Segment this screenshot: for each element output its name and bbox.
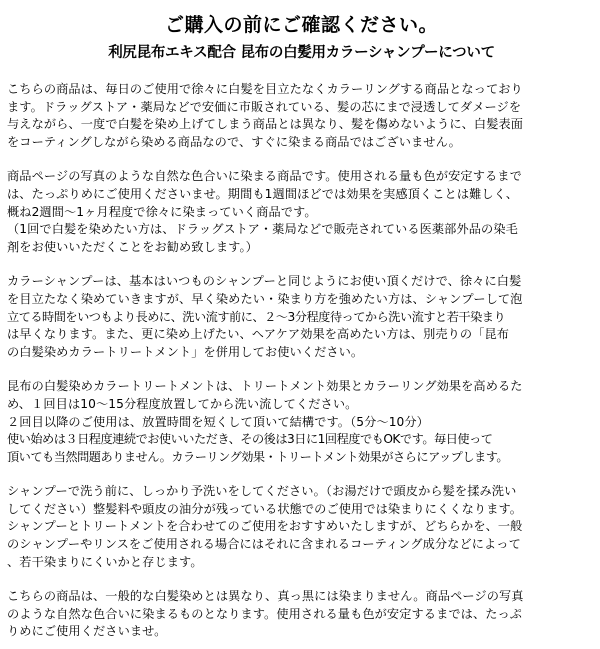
paragraph-line: ２回目以降のご使用は、放置時間を短くして頂いて結構です。（5分～10分） — [7, 414, 429, 429]
paragraph-line: は、たっぷりめにご使用くださいませ。期間も1週間ほどでは効果を実感頂くことは難しく、 — [7, 186, 519, 201]
paragraph-line: 、若干染まりにくいかと存じます。 — [7, 554, 203, 569]
paragraph-prewash — [7, 483, 596, 571]
paragraph-line: こちらの商品は、毎日のご使用で徐々に白髪を目立たなくカラーリングする商品となっており — [7, 82, 523, 96]
paragraph-line: カラーシャンプーは、基本はいつものシャンプーと同じようにお使い頂くだけで、徐々に白髪 — [7, 274, 522, 289]
paragraph-line: （1回で白髪を染めたい方は、ドラッグストア・薬局などで販売されている医薬部外品の染毛 — [7, 222, 518, 237]
paragraph-line: 昆布の白髪染めカラートリートメントは、トリートメント効果とカラーリング効果を高めるた — [7, 379, 523, 394]
paragraph-line: は早くなります。また、更に染め上げたい、ヘアケア効果を高めたい方は、別売りの「昆布 — [7, 327, 510, 342]
paragraph-treatment-usage — [7, 378, 596, 466]
paragraph-line: のような自然な色合いに染まるものとなります。使用される量も色が安定するまでは、たっぷ — [7, 606, 523, 621]
paragraph-line: 頂いても当然問題ありません。カラーリング効果・トリートメント効果がさらにアップします。 — [7, 449, 509, 464]
notice-body — [7, 81, 596, 641]
paragraph-line: りめにご使用くださいませ。 — [7, 624, 167, 639]
paragraph-line: 商品ページの写真のような自然な色合いに染まる商品です。使用される量も色が安定するまで — [7, 169, 522, 184]
paragraph-line: をコーティングしながら染める商品なので、すぐに染まる商品ではございません。 — [7, 134, 461, 149]
paragraph-line: してください）整髪料や頭皮の油分が残っている状態でのご使用では染まりにくくなります。 — [7, 501, 523, 516]
paragraph-color-result — [7, 588, 596, 641]
paragraph-line: 立てる時間をいつもより長めに、洗い流す前に、２～3分程度待ってから洗い流すと若干染まり — [7, 309, 506, 324]
paragraph-line: のシャンプーやリンスをご使用される場合にはそれに含まれるコーティング成分などによって — [7, 537, 521, 552]
paragraph-line: 使い始めは３日程度連続でお使いいただき、その後は3日に1回程度でもOKです。毎日使って — [7, 432, 493, 447]
paragraph-line: 概ね2週間～1ヶ月程度で徐々に染まっていく商品です。 — [7, 204, 317, 219]
page-title: ご購入の前にご確認ください。 — [164, 14, 438, 36]
page-subtitle: 利尻昆布エキス配合 昆布の白髪用カラーシャンプーについて — [108, 45, 495, 61]
paragraph-line: め、１回目は10～15分程度放置してから洗い流してください。 — [7, 396, 358, 411]
paragraph-line: こちらの商品は、一般的な白髪染めとは異なり、真っ黒には染まりません。商品ページの写真 — [7, 589, 524, 604]
paragraph-usage-period — [7, 168, 596, 256]
paragraph-product-description — [7, 81, 596, 151]
paragraph-line: 与えながら、一度で白髪を染め上げてしまう商品とは異なり、髪を傷めないように、白髪表面 — [7, 117, 524, 132]
paragraph-shampoo-usage — [7, 273, 596, 361]
paragraph-line: の白髪染めカラートリートメント」を併用してお使いください。 — [7, 344, 364, 359]
paragraph-line: を目立たなく染めていきますが、早く染めたい・染まり方を強めたい方は、シャンプーして泡 — [7, 291, 523, 306]
paragraph-line: シャンプーで洗う前に、しっかり予洗いをしてください。（お湯だけで頭皮から髪を揉み洗い — [7, 484, 517, 499]
paragraph-line: 剤をお使いいただくことをお勧め致します。） — [7, 239, 258, 254]
paragraph-line: シャンプーとトリートメントを合わせてのご使用をおすすめいたしますが、どちらかを、一般 — [7, 519, 523, 534]
paragraph-line: ます。ドラッグストア・薬局などで安価に市販されている、髪の芯にまで浸透してダメージを — [7, 99, 522, 114]
